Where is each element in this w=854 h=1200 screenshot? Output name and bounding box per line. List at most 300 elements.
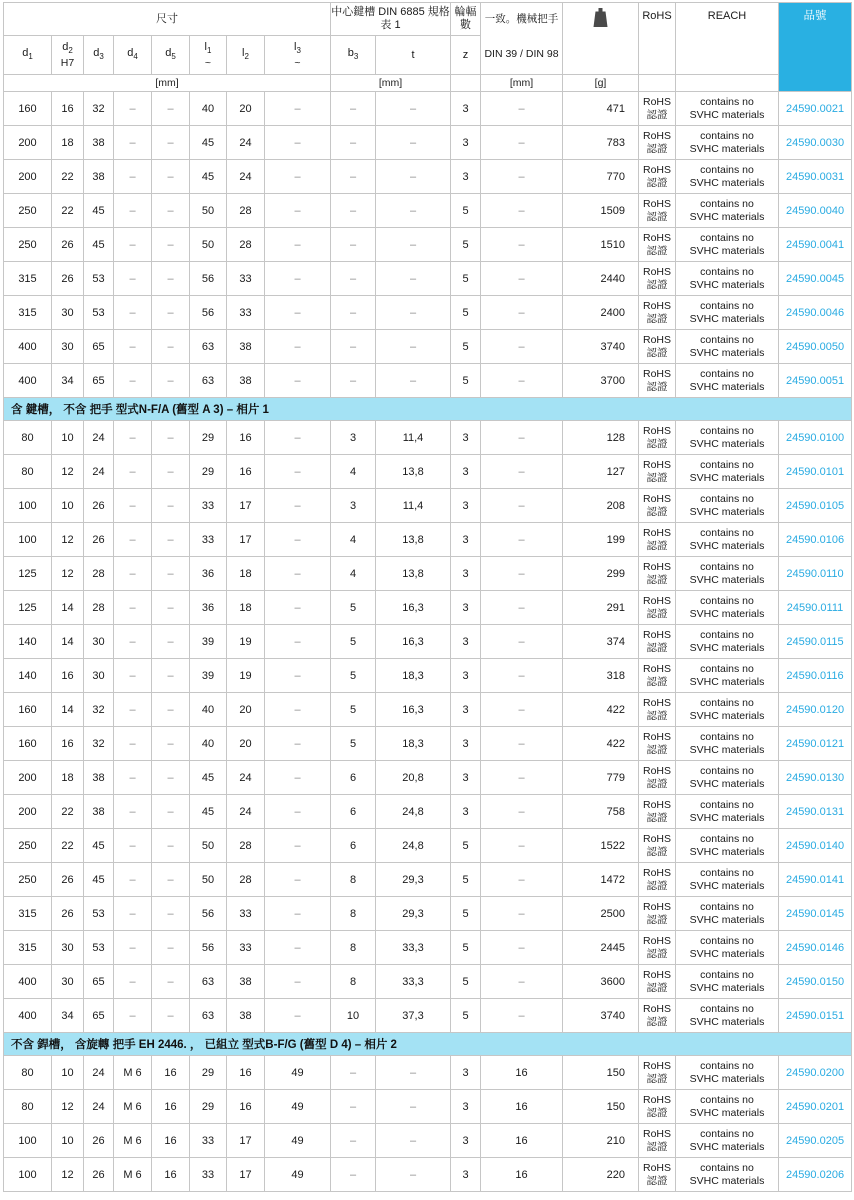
cell-d2: 18: [52, 761, 84, 795]
cell-d5: –: [152, 228, 190, 262]
rohs-line: 認證: [646, 346, 668, 359]
cell-reach: [676, 727, 779, 761]
rohs-line: RoHS: [643, 1161, 672, 1174]
table-row: [4, 228, 852, 262]
cell-part-number: [779, 659, 852, 693]
reach-line: SVHC materials: [689, 346, 765, 359]
cell-l3: –: [265, 126, 331, 160]
cell-din: 16: [481, 1158, 563, 1192]
cell-d1: 125: [4, 591, 52, 625]
cell-din: 16: [481, 1056, 563, 1090]
rohs-line: RoHS: [643, 730, 672, 743]
cell-part-number: [779, 1090, 852, 1124]
cell-d2: 10: [52, 489, 84, 523]
cell-d3: 24: [84, 455, 114, 489]
part-number-link[interactable]: 24590.0121: [785, 737, 845, 750]
part-number-link[interactable]: 24590.0111: [786, 601, 844, 614]
cell-l1: 50: [190, 194, 227, 228]
cell-reach: [676, 829, 779, 863]
cell-d1: 80: [4, 1090, 52, 1124]
cell-weight: 150: [563, 1090, 639, 1124]
reach-line: SVHC materials: [689, 380, 765, 393]
cell-rohs: [639, 1124, 676, 1158]
cell-d1: 250: [4, 194, 52, 228]
reach-line: SVHC materials: [689, 505, 765, 518]
cell-l2: 38: [227, 364, 265, 398]
cell-l3: –: [265, 931, 331, 965]
cell-rohs: [639, 364, 676, 398]
cell-d5: 16: [152, 1090, 190, 1124]
cell-part-number: [779, 1124, 852, 1158]
cell-rohs: [639, 897, 676, 931]
cell-t: –: [376, 262, 451, 296]
cell-d2: 22: [52, 795, 84, 829]
cell-b3: 6: [331, 761, 376, 795]
reach-line: SVHC materials: [689, 981, 765, 994]
cell-t: 16,3: [376, 625, 451, 659]
cell-d5: –: [152, 659, 190, 693]
cell-reach: [676, 795, 779, 829]
part-number-link[interactable]: 24590.0100: [785, 431, 845, 444]
section-band-label: 不含 銲槽， 含旋轉 把手 EH 2446. ， 已組立 型式B-F/G (舊型 D 4) – 相片 2: [4, 1033, 852, 1056]
rohs-line: 認證: [646, 607, 668, 620]
cell-part-number: [779, 1158, 852, 1192]
cell-rohs: [639, 625, 676, 659]
cell-l3: –: [265, 160, 331, 194]
reach-line: SVHC materials: [689, 176, 765, 189]
cell-d1: 200: [4, 761, 52, 795]
cell-z: 3: [451, 761, 481, 795]
cell-d1: 250: [4, 228, 52, 262]
cell-d4: –: [114, 330, 152, 364]
reach-line: SVHC materials: [689, 539, 765, 552]
cell-d3: 53: [84, 931, 114, 965]
cell-l1: 29: [190, 421, 227, 455]
cell-weight: 3600: [563, 965, 639, 999]
cell-b3: 8: [331, 863, 376, 897]
part-number-link[interactable]: 24590.0041: [785, 238, 845, 251]
part-number-link[interactable]: 24590.0031: [785, 170, 845, 183]
cell-l1: 39: [190, 659, 227, 693]
rohs-line: RoHS: [643, 458, 672, 471]
cell-d2: 22: [52, 194, 84, 228]
cell-part-number: [779, 591, 852, 625]
rohs-line: RoHS: [643, 197, 672, 210]
cell-d2: 12: [52, 1090, 84, 1124]
cell-reach: [676, 591, 779, 625]
cell-d5: –: [152, 999, 190, 1033]
header-handle-group: [481, 3, 563, 75]
cell-rohs: [639, 557, 676, 591]
cell-din: –: [481, 693, 563, 727]
cell-d3: 65: [84, 330, 114, 364]
rohs-line: RoHS: [643, 424, 672, 437]
cell-z: 3: [451, 1158, 481, 1192]
section-band-label: 含 鍵槽， 不含 把手 型式N-F/A (舊型 A 3) – 相片 1: [4, 398, 852, 421]
cell-l3: –: [265, 965, 331, 999]
cell-z: 5: [451, 829, 481, 863]
header-dimensions-group: 尺寸: [4, 3, 331, 36]
cell-l3: –: [265, 693, 331, 727]
cell-d1: 125: [4, 557, 52, 591]
cell-part-number: [779, 194, 852, 228]
rohs-line: 認證: [646, 1140, 668, 1153]
reach-line: contains no: [700, 934, 754, 947]
table-row: [4, 625, 852, 659]
cell-t: 29,3: [376, 897, 451, 931]
cell-d3: 45: [84, 829, 114, 863]
cell-d3: 53: [84, 262, 114, 296]
cell-reach: [676, 897, 779, 931]
cell-l2: 18: [227, 557, 265, 591]
cell-reach: [676, 126, 779, 160]
cell-d5: –: [152, 364, 190, 398]
cell-d4: M 6: [114, 1090, 152, 1124]
cell-d4: –: [114, 194, 152, 228]
cell-d2: 26: [52, 262, 84, 296]
cell-l1: 40: [190, 693, 227, 727]
cell-d5: –: [152, 795, 190, 829]
cell-d3: 65: [84, 364, 114, 398]
cell-reach: [676, 1090, 779, 1124]
cell-part-number: [779, 228, 852, 262]
rohs-line: 認證: [646, 278, 668, 291]
cell-d2: 12: [52, 1158, 84, 1192]
cell-weight: 3740: [563, 330, 639, 364]
cell-l2: 20: [227, 693, 265, 727]
cell-l2: 33: [227, 897, 265, 931]
cell-reach: [676, 421, 779, 455]
cell-l1: 45: [190, 160, 227, 194]
cell-l3: –: [265, 591, 331, 625]
cell-reach: [676, 364, 779, 398]
part-number-link[interactable]: 24590.0045: [785, 272, 845, 285]
reach-line: SVHC materials: [689, 278, 765, 291]
cell-weight: 758: [563, 795, 639, 829]
cell-din: –: [481, 897, 563, 931]
cell-weight: 150: [563, 1056, 639, 1090]
reach-line: contains no: [700, 662, 754, 675]
cell-z: 3: [451, 727, 481, 761]
cell-rohs: [639, 126, 676, 160]
cell-d5: –: [152, 262, 190, 296]
cell-d2: 10: [52, 1056, 84, 1090]
cell-rohs: [639, 1158, 676, 1192]
cell-rohs: [639, 999, 676, 1033]
part-number-link[interactable]: 24590.0106: [785, 533, 845, 546]
part-number-link[interactable]: 24590.0050: [785, 340, 845, 353]
cell-weight: 1509: [563, 194, 639, 228]
cell-d2: 30: [52, 330, 84, 364]
rohs-line: 認證: [646, 1072, 668, 1085]
rohs-line: 認證: [646, 1106, 668, 1119]
part-number-link[interactable]: 24590.0116: [786, 669, 844, 682]
cell-d1: 80: [4, 1056, 52, 1090]
rohs-line: RoHS: [643, 265, 672, 278]
cell-z: 3: [451, 126, 481, 160]
cell-z: 5: [451, 999, 481, 1033]
cell-d2: 14: [52, 591, 84, 625]
cell-part-number: [779, 262, 852, 296]
cell-din: –: [481, 727, 563, 761]
rohs-line: 認證: [646, 1015, 668, 1028]
part-number-link[interactable]: 24590.0115: [786, 635, 844, 648]
part-number-link[interactable]: 24590.0021: [785, 102, 845, 115]
cell-d2: 16: [52, 92, 84, 126]
cell-d1: 100: [4, 489, 52, 523]
cell-l1: 29: [190, 455, 227, 489]
rohs-line: RoHS: [643, 231, 672, 244]
part-number-link[interactable]: 24590.0201: [785, 1100, 845, 1113]
table-row: [4, 421, 852, 455]
part-number-link[interactable]: 24590.0146: [785, 941, 845, 954]
cell-d4: –: [114, 296, 152, 330]
rohs-line: 認證: [646, 142, 668, 155]
header-col-d4: $d_4$: [114, 36, 152, 75]
rohs-line: RoHS: [643, 832, 672, 845]
cell-weight: 127: [563, 455, 639, 489]
reach-line: contains no: [700, 832, 754, 845]
cell-d1: 315: [4, 296, 52, 330]
cell-l3: –: [265, 659, 331, 693]
cell-b3: –: [331, 296, 376, 330]
cell-weight: 471: [563, 92, 639, 126]
cell-part-number: [779, 897, 852, 931]
part-number-link[interactable]: 24590.0150: [785, 975, 845, 988]
cell-t: –: [376, 296, 451, 330]
cell-l1: 33: [190, 523, 227, 557]
cell-l2: 24: [227, 761, 265, 795]
rohs-line: RoHS: [643, 526, 672, 539]
cell-l2: 17: [227, 523, 265, 557]
cell-rohs: [639, 591, 676, 625]
cell-l1: 63: [190, 999, 227, 1033]
cell-z: 3: [451, 1090, 481, 1124]
cell-rohs: [639, 829, 676, 863]
cell-rohs: [639, 761, 676, 795]
cell-t: –: [376, 160, 451, 194]
cell-d5: –: [152, 126, 190, 160]
cell-reach: [676, 262, 779, 296]
cell-d2: 26: [52, 228, 84, 262]
cell-d5: 16: [152, 1124, 190, 1158]
table-row: [4, 455, 852, 489]
cell-weight: 1522: [563, 829, 639, 863]
cell-l2: 33: [227, 296, 265, 330]
cell-reach: [676, 228, 779, 262]
cell-t: 29,3: [376, 863, 451, 897]
part-number-link[interactable]: 24590.0206: [785, 1168, 845, 1181]
cell-z: 3: [451, 421, 481, 455]
reach-line: SVHC materials: [689, 471, 765, 484]
cell-t: –: [376, 92, 451, 126]
cell-l1: 40: [190, 92, 227, 126]
reach-line: SVHC materials: [689, 108, 765, 121]
reach-line: SVHC materials: [689, 1106, 765, 1119]
cell-z: 5: [451, 931, 481, 965]
rohs-line: 認證: [646, 505, 668, 518]
part-number-link[interactable]: 24590.0205: [785, 1134, 845, 1147]
cell-d4: M 6: [114, 1056, 152, 1090]
table-row: [4, 693, 852, 727]
cell-weight: 299: [563, 557, 639, 591]
cell-b3: 5: [331, 625, 376, 659]
header-col-b3: $b_3$: [331, 36, 376, 75]
rohs-line: RoHS: [643, 1127, 672, 1140]
cell-d3: 32: [84, 727, 114, 761]
table-row: [4, 795, 852, 829]
header-part-number: 品號: [779, 3, 852, 92]
cell-din: –: [481, 999, 563, 1033]
cell-part-number: [779, 863, 852, 897]
cell-t: 11,4: [376, 489, 451, 523]
cell-d1: 400: [4, 330, 52, 364]
cell-rohs: [639, 523, 676, 557]
cell-l1: 56: [190, 262, 227, 296]
reach-line: contains no: [700, 492, 754, 505]
cell-d4: –: [114, 364, 152, 398]
table-row: [4, 1158, 852, 1192]
table-row: [4, 1124, 852, 1158]
table-row: [4, 330, 852, 364]
cell-reach: [676, 194, 779, 228]
cell-weight: 3740: [563, 999, 639, 1033]
cell-d1: 100: [4, 1158, 52, 1192]
cell-d5: –: [152, 829, 190, 863]
rohs-line: 認證: [646, 244, 668, 257]
cell-b3: 8: [331, 931, 376, 965]
cell-z: 5: [451, 330, 481, 364]
cell-t: –: [376, 364, 451, 398]
cell-b3: 4: [331, 455, 376, 489]
table-row: [4, 591, 852, 625]
cell-l2: 33: [227, 262, 265, 296]
cell-l2: 24: [227, 126, 265, 160]
cell-l2: 17: [227, 1124, 265, 1158]
table-header: [4, 3, 852, 92]
reach-line: SVHC materials: [689, 1072, 765, 1085]
reach-line: SVHC materials: [689, 607, 765, 620]
cell-d2: 12: [52, 557, 84, 591]
cell-d4: –: [114, 262, 152, 296]
rohs-line: RoHS: [643, 1059, 672, 1072]
cell-d3: 28: [84, 591, 114, 625]
header-rohs: RoHS: [639, 3, 676, 75]
rohs-line: 認證: [646, 312, 668, 325]
cell-weight: 2445: [563, 931, 639, 965]
cell-rohs: [639, 228, 676, 262]
cell-d5: –: [152, 727, 190, 761]
cell-d3: 53: [84, 296, 114, 330]
rohs-line: 認證: [646, 176, 668, 189]
cell-reach: [676, 1124, 779, 1158]
part-number-link[interactable]: 24590.0051: [785, 374, 845, 387]
cell-t: 13,8: [376, 455, 451, 489]
cell-part-number: [779, 693, 852, 727]
part-number-link[interactable]: 24590.0105: [785, 499, 845, 512]
cell-d2: 22: [52, 829, 84, 863]
cell-din: –: [481, 659, 563, 693]
cell-rohs: [639, 659, 676, 693]
cell-l1: 39: [190, 625, 227, 659]
part-number-link[interactable]: 24590.0131: [785, 805, 845, 818]
part-number-link[interactable]: 24590.0145: [785, 907, 845, 920]
cell-t: 24,8: [376, 829, 451, 863]
part-number-link[interactable]: 24590.0151: [785, 1009, 845, 1022]
rohs-line: RoHS: [643, 968, 672, 981]
cell-d1: 250: [4, 829, 52, 863]
cell-d3: 53: [84, 897, 114, 931]
cell-d3: 26: [84, 1124, 114, 1158]
cell-d1: 140: [4, 659, 52, 693]
cell-d2: 26: [52, 863, 84, 897]
cell-d5: –: [152, 523, 190, 557]
cell-d3: 26: [84, 1158, 114, 1192]
part-number-link[interactable]: 24590.0120: [785, 703, 845, 716]
reach-line: SVHC materials: [689, 1015, 765, 1028]
cell-weight: 2400: [563, 296, 639, 330]
cell-reach: [676, 523, 779, 557]
cell-rohs: [639, 795, 676, 829]
header-col-d1: $d_1$: [4, 36, 52, 75]
reach-line: SVHC materials: [689, 709, 765, 722]
cell-l3: –: [265, 194, 331, 228]
weight-icon: [593, 8, 608, 27]
cell-t: –: [376, 330, 451, 364]
cell-z: 3: [451, 1056, 481, 1090]
unit-g: [g]: [563, 75, 639, 92]
cell-reach: [676, 489, 779, 523]
part-number-link[interactable]: 24590.0030: [785, 136, 845, 149]
cell-part-number: [779, 421, 852, 455]
part-number-link[interactable]: 24590.0046: [785, 306, 845, 319]
part-number-link[interactable]: 24590.0200: [785, 1066, 845, 1079]
reach-line: contains no: [700, 764, 754, 777]
cell-b3: 3: [331, 421, 376, 455]
rohs-line: RoHS: [643, 1093, 672, 1106]
reach-line: SVHC materials: [689, 437, 765, 450]
cell-d3: 32: [84, 92, 114, 126]
cell-din: –: [481, 761, 563, 795]
rohs-line: RoHS: [643, 163, 672, 176]
rohs-line: RoHS: [643, 900, 672, 913]
cell-l3: –: [265, 330, 331, 364]
part-number-link[interactable]: 24590.0130: [785, 771, 845, 784]
part-number-link[interactable]: 24590.0140: [785, 839, 845, 852]
reach-line: contains no: [700, 1127, 754, 1140]
cell-t: 13,8: [376, 523, 451, 557]
cell-din: –: [481, 625, 563, 659]
cell-b3: –: [331, 194, 376, 228]
cell-d3: 38: [84, 795, 114, 829]
cell-b3: 4: [331, 523, 376, 557]
reach-line: contains no: [700, 628, 754, 641]
cell-z: 5: [451, 863, 481, 897]
cell-weight: 1510: [563, 228, 639, 262]
cell-rohs: [639, 262, 676, 296]
cell-d3: 38: [84, 160, 114, 194]
part-number-link[interactable]: 24590.0040: [785, 204, 845, 217]
part-number-link[interactable]: 24590.0101: [785, 465, 845, 478]
reach-line: SVHC materials: [689, 1174, 765, 1187]
cell-rohs: [639, 727, 676, 761]
part-number-link[interactable]: 24590.0141: [785, 873, 845, 886]
part-number-link[interactable]: 24590.0110: [786, 567, 844, 580]
cell-reach: [676, 92, 779, 126]
table-row: [4, 92, 852, 126]
rohs-line: 認證: [646, 108, 668, 121]
table-row: [4, 1056, 852, 1090]
